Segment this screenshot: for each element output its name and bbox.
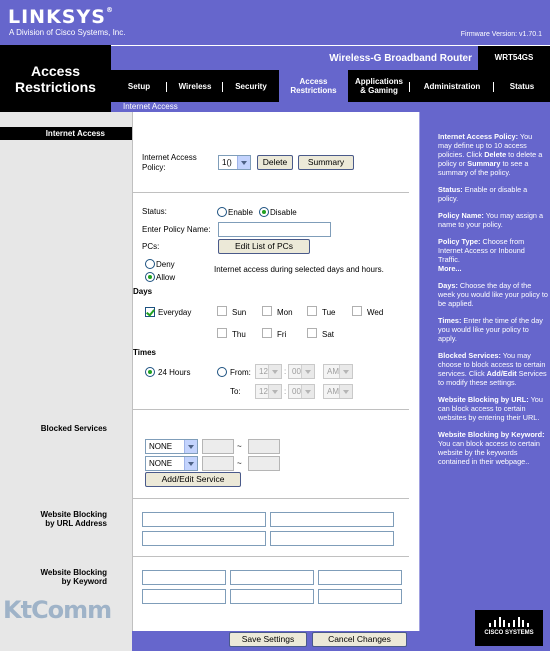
- add-edit-service-button[interactable]: Add/Edit Service: [145, 472, 241, 487]
- to-ampm-select[interactable]: AM: [323, 384, 353, 399]
- chevron-down-icon: [301, 365, 314, 378]
- status-disable-label: Disable: [270, 208, 297, 217]
- 24-hours-radio[interactable]: [145, 367, 155, 377]
- cisco-bars-icon: [489, 617, 529, 627]
- port-range-separator-2: ~: [237, 459, 242, 468]
- from-ampm-select[interactable]: AM: [323, 364, 353, 379]
- chevron-down-icon: [237, 156, 250, 169]
- thu-checkbox[interactable]: [217, 328, 227, 338]
- keyword-block-input-6[interactable]: [318, 589, 402, 604]
- sat-label: Sat: [322, 330, 335, 339]
- status-label: Status:: [142, 207, 167, 216]
- subtab-internet-access[interactable]: Internet Access: [123, 102, 178, 111]
- firmware-version: Firmware Version: v1.70.1: [460, 31, 542, 38]
- fri-checkbox[interactable]: [262, 328, 272, 338]
- status-enable-label: Enable: [228, 208, 253, 217]
- url-block-input-2[interactable]: [270, 512, 394, 527]
- 24-hours-label: 24 Hours: [158, 368, 191, 377]
- linksys-logo: LINKSYS®: [8, 6, 114, 28]
- keyword-block-input-2[interactable]: [230, 570, 314, 585]
- tue-checkbox[interactable]: [307, 306, 317, 316]
- keyword-block-input-4[interactable]: [142, 589, 226, 604]
- label-blocked-services: Blocked Services: [40, 424, 107, 433]
- section-internet-access: Internet Access: [0, 127, 111, 140]
- sat-checkbox[interactable]: [307, 328, 317, 338]
- chevron-down-icon: [184, 457, 197, 470]
- watermark-logo: KtComm: [3, 596, 112, 624]
- service-port-end-1[interactable]: [248, 439, 280, 454]
- section-header-extension: [111, 127, 132, 140]
- allow-radio[interactable]: [145, 272, 155, 282]
- policy-name-input[interactable]: [218, 222, 331, 237]
- from-hour-select[interactable]: 12: [255, 364, 282, 379]
- everyday-checkbox[interactable]: [145, 307, 155, 317]
- url-block-input-1[interactable]: [142, 512, 266, 527]
- days-title: Days: [133, 287, 153, 296]
- divider: [133, 409, 409, 410]
- to-minute-select[interactable]: 00: [288, 384, 315, 399]
- deny-label: Deny: [156, 260, 175, 269]
- chevron-down-icon: [339, 365, 352, 378]
- everyday-label: Everyday: [158, 308, 192, 317]
- divider: [133, 192, 409, 193]
- delete-button[interactable]: Delete: [257, 155, 293, 170]
- summary-button[interactable]: Summary: [298, 155, 354, 170]
- main-form: [132, 112, 419, 631]
- divider: [133, 556, 409, 557]
- to-label: To:: [230, 387, 241, 396]
- status-enable-radio[interactable]: [217, 207, 227, 217]
- sub-tab-bar: [111, 102, 550, 112]
- thu-label: Thu: [232, 330, 246, 339]
- access-description: Internet access during selected days and hours.: [214, 265, 384, 274]
- label-website-blocking-url: Website Blocking by URL Address: [40, 510, 107, 528]
- product-bar: [111, 45, 550, 70]
- service-port-end-2[interactable]: [248, 456, 280, 471]
- keyword-block-input-3[interactable]: [318, 570, 402, 585]
- cisco-systems-logo: CISCO SYSTEMS: [475, 610, 543, 646]
- chevron-down-icon: [268, 385, 281, 398]
- policy-name-label: Enter Policy Name:: [142, 225, 211, 234]
- policy-select[interactable]: 1(): [218, 155, 251, 170]
- url-block-input-4[interactable]: [270, 531, 394, 546]
- sun-label: Sun: [232, 308, 247, 317]
- blocked-service-select-2[interactable]: NONE: [145, 456, 198, 471]
- model-number: WRT54GS: [478, 46, 550, 70]
- policy-label: Internet Access Policy:: [142, 153, 197, 172]
- from-colon: :: [284, 367, 287, 376]
- help-text: Internet Access Policy: You may define up to 10 access policies. Click Delete to delete a policy or Summary to see a summary of the policy. Status: Enable or disable a policy. Policy Name: You may assign a name to your policy. Policy Type: Choose from Internet Access or Inbound Traffic. More... Days: Choose the day of the week you would like your policy to be applied. Times: Enter the time of the day you would like your policy to apply. Blocked Services: You may choose to block access to certain services. Click Add/Edit Services to modify these settings. Website Blocking by URL: You can block access to certain websites by entering their URL. Website Blocking by Keyword: You can block access to certain website by the keywords contained in their webpage..: [438, 132, 548, 466]
- brand-subtitle: A Division of Cisco Systems, Inc.: [9, 28, 126, 37]
- tab-wireless[interactable]: Wireless: [167, 70, 223, 102]
- keyword-block-input-1[interactable]: [142, 570, 226, 585]
- help-panel: [419, 112, 550, 631]
- mon-checkbox[interactable]: [262, 306, 272, 316]
- edit-list-of-pcs-button[interactable]: Edit List of PCs: [218, 239, 310, 254]
- to-colon: :: [284, 387, 287, 396]
- wed-label: Wed: [367, 308, 384, 317]
- keyword-block-input-5[interactable]: [230, 589, 314, 604]
- tab-administration[interactable]: Administration: [410, 70, 494, 102]
- header-bar: [0, 0, 550, 45]
- chevron-down-icon: [184, 440, 197, 453]
- mon-label: Mon: [277, 308, 293, 317]
- save-settings-button[interactable]: Save Settings: [229, 632, 307, 647]
- from-label: From:: [230, 368, 251, 377]
- sun-checkbox[interactable]: [217, 306, 227, 316]
- chevron-down-icon: [339, 385, 352, 398]
- time-range-radio[interactable]: [217, 367, 227, 377]
- times-title: Times: [133, 348, 156, 357]
- tue-label: Tue: [322, 308, 336, 317]
- tab-applications-gaming[interactable]: Applications & Gaming: [348, 70, 410, 102]
- service-port-start-2[interactable]: [202, 456, 234, 471]
- chevron-down-icon: [268, 365, 281, 378]
- service-port-start-1[interactable]: [202, 439, 234, 454]
- fri-label: Fri: [277, 330, 287, 339]
- cancel-changes-button[interactable]: Cancel Changes: [312, 632, 407, 647]
- from-minute-select[interactable]: 00: [288, 364, 315, 379]
- chevron-down-icon: [301, 385, 314, 398]
- footer-left: [0, 631, 132, 651]
- help-more-link[interactable]: More...: [438, 264, 462, 273]
- page-title: Access Restrictions: [15, 63, 96, 95]
- status-disable-radio[interactable]: [259, 207, 269, 217]
- blocked-service-select-1[interactable]: NONE: [145, 439, 198, 454]
- tab-status[interactable]: Status: [509, 81, 535, 91]
- main-tabs: [111, 70, 550, 102]
- wed-checkbox[interactable]: [352, 306, 362, 316]
- tab-access-restrictions[interactable]: Access Restrictions: [279, 70, 348, 102]
- tab-setup[interactable]: Setup: [111, 70, 167, 102]
- pcs-label: PCs:: [142, 242, 160, 251]
- deny-radio[interactable]: [145, 259, 155, 269]
- to-hour-select[interactable]: 12: [255, 384, 282, 399]
- product-name: Wireless-G Broadband Router: [329, 53, 472, 64]
- label-website-blocking-keyword: Website Blocking by Keyword: [40, 568, 107, 586]
- port-range-separator-1: ~: [237, 442, 242, 451]
- left-sidebar: [0, 112, 132, 631]
- page-title-block: [0, 45, 111, 112]
- divider: [133, 498, 409, 499]
- url-block-input-3[interactable]: [142, 531, 266, 546]
- tab-security[interactable]: Security: [235, 81, 267, 91]
- allow-label: Allow: [156, 273, 176, 282]
